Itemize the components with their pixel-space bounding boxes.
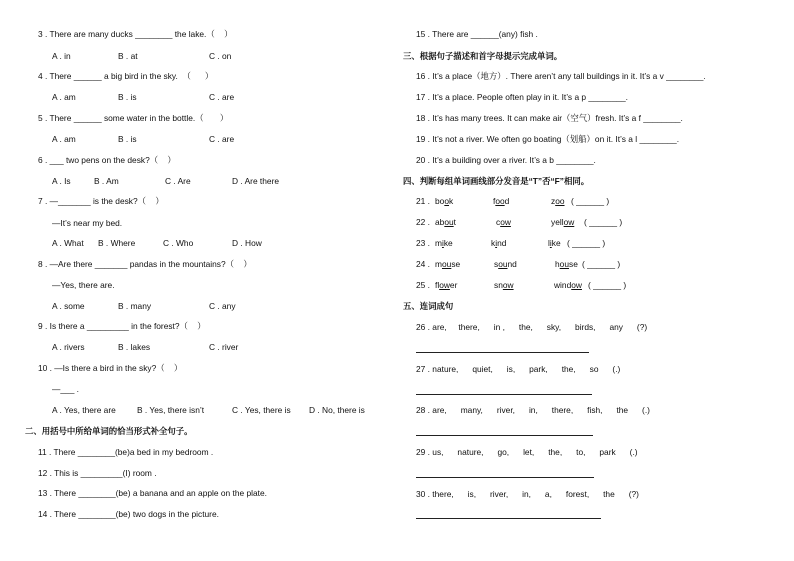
q10-option-d[interactable]: D . No, there is [309,405,365,415]
q28: 28 . are, many, river, in, there, fish, the (.) [416,405,650,415]
q21-answer-blank[interactable]: ( ______ ) [571,196,610,206]
section-4-heading: 四、判断每组单词画线部分发音是“T”否“F”相同。 [403,176,590,186]
q9-option-a[interactable]: A . rivers [52,342,85,352]
q5-stem: 5 . There ______ some water in the bottle.（ ） [38,113,229,123]
q13: 13 . There ________(be) a banana and an apple on the plate. [38,488,267,498]
q22-word-1: about [435,217,456,227]
q25-number: 25 . [416,280,430,290]
q21-word-3: zoo [551,196,565,206]
q10-stem: 10 . —Is there a bird in the sky?（ ） [38,363,183,373]
q22-word-3: yellow [551,217,575,227]
q25-answer-blank[interactable]: ( ______ ) [588,280,627,290]
section-2-heading: 二、用括号中所给单词的恰当形式补全句子。 [25,426,193,436]
q20: 20 . It’s a building over a river. It’s a b ________. [416,155,596,165]
q4-option-c[interactable]: C . are [209,92,235,102]
q7-option-a[interactable]: A . What [52,238,84,248]
q5-option-b[interactable]: B . is [118,134,137,144]
q25-word-1: flower [435,280,458,290]
q7-option-b[interactable]: B . Where [98,238,136,248]
q10-option-a[interactable]: A . Yes, there are [52,405,116,415]
q21-word-1: book [435,196,454,206]
q27: 27 . nature, quiet, is, park, the, so (.) [416,364,621,374]
q3-option-c[interactable]: C . on [209,51,232,61]
q8-option-a[interactable]: A . some [52,301,85,311]
q24-answer-blank[interactable]: ( ______ ) [582,259,621,269]
q23-word-1: mike [435,238,453,248]
q27-answer-line[interactable] [416,394,592,395]
q12: 12 . This is _________(I) room . [38,468,157,478]
q21-word-2: food [493,196,510,206]
q3-option-a[interactable]: A . in [52,51,71,61]
q18: 18 . It’s has many trees. It can make air（空气）fresh. It’s a f ________. [416,113,683,123]
q10-option-b[interactable]: B . Yes, there isn’t [137,405,205,415]
q14: 14 . There ________(be) two dogs in the picture. [38,509,219,519]
q25-word-2: snow [494,280,514,290]
q9-stem: 9 . Is there a _________ in the forest?（ ） [38,321,206,331]
q24-word-1: mouse [435,259,461,269]
q24-number: 24 . [416,259,430,269]
q7-option-d[interactable]: D . How [232,238,262,248]
q28-answer-line[interactable] [416,435,593,436]
q21-number: 21 . [416,196,430,206]
q23-number: 23 . [416,238,430,248]
q22-word-2: cow [496,217,511,227]
q26-answer-line[interactable] [416,352,589,353]
q6-option-b[interactable]: B . Am [94,176,119,186]
q17: 17 . It’s a place. People often play in it. It’s a p ________. [416,92,629,102]
q4-option-a[interactable]: A . am [52,92,76,102]
q25-word-3: window [554,280,582,290]
q24-word-2: sound [494,259,517,269]
q3-stem: 3 . There are many ducks ________ the lake.（ ） [38,29,233,39]
q9-option-c[interactable]: C . river [209,342,239,352]
q7-response: —It’s near my bed. [52,218,123,228]
q8-option-c[interactable]: C . any [209,301,236,311]
q8-response: —Yes, there are. [52,280,115,290]
q6-option-d[interactable]: D . Are there [232,176,280,186]
q22-number: 22 . [416,217,430,227]
q22-answer-blank[interactable]: ( ______ ) [584,217,623,227]
q6-option-c[interactable]: C . Are [165,176,191,186]
section-5-heading: 五、连词成句 [403,301,454,311]
q23-answer-blank[interactable]: ( ______ ) [567,238,606,248]
q15: 15 . There are ______(any) fish . [416,29,538,39]
q8-option-b[interactable]: B . many [118,301,152,311]
q29-answer-line[interactable] [416,477,594,478]
q23-word-2: kind [491,238,507,248]
q4-stem: 4 . There ______ a big bird in the sky. （ ） [38,71,214,81]
section-3-heading: 三、根据句子描述和首字母提示完成单词。 [403,51,563,61]
q6-option-a[interactable]: A . Is [52,176,71,186]
q29: 29 . us, nature, go, let, the, to, park (.) [416,447,638,457]
q5-option-c[interactable]: C . are [209,134,235,144]
q5-option-a[interactable]: A . am [52,134,76,144]
q16: 16 . It’s a place（地方）. There aren’t any tall buildings in it. It’s a v ________. [416,71,706,81]
q30-answer-line[interactable] [416,518,601,519]
q23-word-3: like [548,238,561,248]
q26: 26 . are, there, in , the, sky, birds, any (?) [416,322,648,332]
q10-response: —___ . [52,384,80,394]
q7-stem: 7 . —_______ is the desk?（ ） [38,196,164,206]
q4-option-b[interactable]: B . is [118,92,137,102]
q19: 19 . It’s not a river. We often go boating（划船）on it. It’s a l ________. [416,134,680,144]
q9-option-b[interactable]: B . lakes [118,342,151,352]
q8-stem: 8 . —Are there _______ pandas in the mountains?（ ） [38,259,252,269]
q3-option-b[interactable]: B . at [118,51,138,61]
q6-stem: 6 . ___ two pens on the desk?（ ） [38,155,176,165]
q11: 11 . There ________(be)a bed in my bedroom . [38,447,214,457]
q24-word-3: house [555,259,578,269]
q7-option-c[interactable]: C . Who [163,238,194,248]
q30: 30 . there, is, river, in, a, forest, the (?) [416,489,639,499]
q10-option-c[interactable]: C . Yes, there is [232,405,291,415]
